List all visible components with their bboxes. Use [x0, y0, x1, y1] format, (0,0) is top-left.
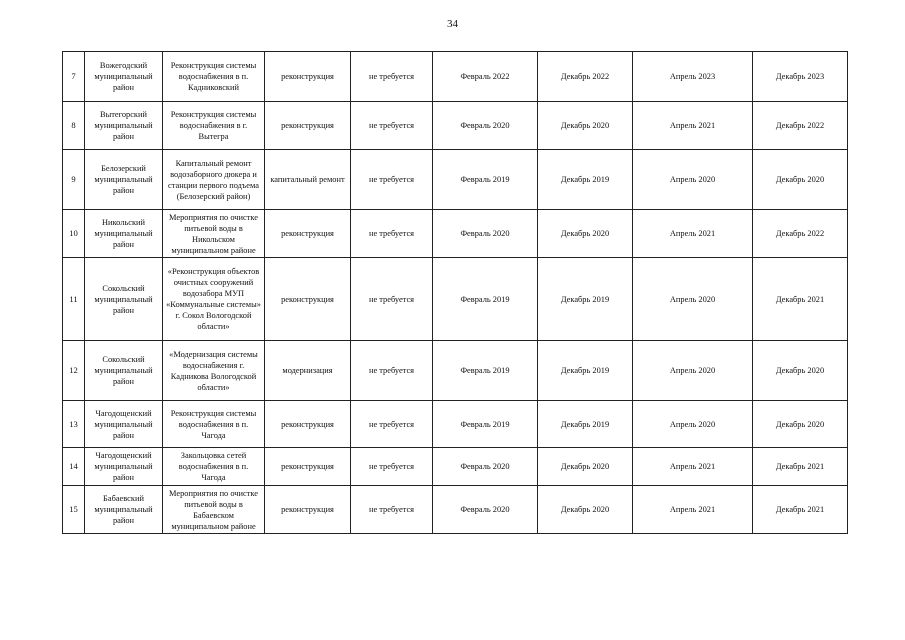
cell-project-name: Мероприятия по очистке питьевой воды в Бабаевском муниципальном районе [163, 486, 265, 534]
page-number: 34 [447, 18, 458, 30]
cell-work-type: капитальный ремонт [265, 150, 351, 210]
cell-date-3: Апрель 2020 [633, 150, 753, 210]
cell-work-type: модернизация [265, 341, 351, 401]
cell-date-2: Декабрь 2020 [538, 448, 633, 486]
cell-district: Сокольский муниципальный район [85, 341, 163, 401]
cell-date-3: Апрель 2020 [633, 401, 753, 448]
cell-date-3: Апрель 2021 [633, 102, 753, 150]
cell-district: Вытегорский муниципальный район [85, 102, 163, 150]
cell-project-name: Капитальный ремонт водозаборного дюкера и станции первого подъема (Белозерский район) [163, 150, 265, 210]
cell-status: не требуется [351, 341, 433, 401]
cell-project-name: Закольцовка сетей водоснабжения в п. Чагода [163, 448, 265, 486]
cell-work-type: реконструкция [265, 102, 351, 150]
cell-number: 10 [63, 210, 85, 258]
cell-work-type: реконструкция [265, 52, 351, 102]
cell-date-4: Декабрь 2022 [753, 210, 848, 258]
projects-table [62, 51, 848, 534]
cell-date-4: Декабрь 2020 [753, 401, 848, 448]
table-row [63, 102, 848, 150]
cell-work-type: реконструкция [265, 258, 351, 341]
cell-status: не требуется [351, 401, 433, 448]
cell-project-name: Реконструкция системы водоснабжения в п. Кадниковский [163, 52, 265, 102]
table-row [63, 52, 848, 102]
cell-date-4: Декабрь 2021 [753, 258, 848, 341]
cell-district: Вожегодский муниципальный район [85, 52, 163, 102]
cell-date-2: Декабрь 2020 [538, 486, 633, 534]
table-row [63, 341, 848, 401]
cell-date-4: Декабрь 2020 [753, 341, 848, 401]
cell-project-name: Реконструкция системы водоснабжения в г. Вытегра [163, 102, 265, 150]
cell-district: Никольский муниципальный район [85, 210, 163, 258]
table-row [63, 486, 848, 534]
cell-district: Сокольский муниципальный район [85, 258, 163, 341]
cell-date-2: Декабрь 2020 [538, 210, 633, 258]
cell-district: Чагодощенский муниципальный район [85, 401, 163, 448]
cell-date-1: Февраль 2020 [433, 210, 538, 258]
cell-date-4: Декабрь 2022 [753, 102, 848, 150]
cell-date-2: Декабрь 2019 [538, 258, 633, 341]
cell-status: не требуется [351, 486, 433, 534]
cell-district: Бабаевский муниципальный район [85, 486, 163, 534]
cell-work-type: реконструкция [265, 448, 351, 486]
cell-project-name: Реконструкция системы водоснабжения в п. Чагода [163, 401, 265, 448]
table-row [63, 258, 848, 341]
cell-number: 11 [63, 258, 85, 341]
cell-date-2: Декабрь 2019 [538, 401, 633, 448]
cell-number: 9 [63, 150, 85, 210]
cell-project-name: «Модернизация системы водоснабжения г. Кадникова Вологодской области» [163, 341, 265, 401]
cell-date-3: Апрель 2021 [633, 486, 753, 534]
cell-date-1: Февраль 2020 [433, 102, 538, 150]
cell-date-4: Декабрь 2021 [753, 448, 848, 486]
cell-number: 13 [63, 401, 85, 448]
cell-number: 14 [63, 448, 85, 486]
cell-date-2: Декабрь 2022 [538, 52, 633, 102]
cell-district: Белозерский муниципальный район [85, 150, 163, 210]
cell-status: не требуется [351, 102, 433, 150]
cell-date-2: Декабрь 2019 [538, 341, 633, 401]
cell-date-3: Апрель 2020 [633, 258, 753, 341]
cell-status: не требуется [351, 258, 433, 341]
cell-work-type: реконструкция [265, 486, 351, 534]
cell-status: не требуется [351, 448, 433, 486]
cell-date-1: Февраль 2020 [433, 486, 538, 534]
cell-date-1: Февраль 2019 [433, 258, 538, 341]
cell-district: Чагодощенский муниципальный район [85, 448, 163, 486]
cell-date-3: Апрель 2021 [633, 448, 753, 486]
table-row [63, 150, 848, 210]
cell-status: не требуется [351, 210, 433, 258]
table-row [63, 401, 848, 448]
table-row [63, 210, 848, 258]
cell-date-3: Апрель 2021 [633, 210, 753, 258]
cell-date-3: Апрель 2023 [633, 52, 753, 102]
cell-status: не требуется [351, 52, 433, 102]
cell-date-1: Февраль 2019 [433, 401, 538, 448]
cell-date-1: Февраль 2020 [433, 448, 538, 486]
cell-date-2: Декабрь 2019 [538, 150, 633, 210]
table-row [63, 448, 848, 486]
cell-work-type: реконструкция [265, 210, 351, 258]
cell-project-name: Мероприятия по очистке питьевой воды в Никольском муниципальном районе [163, 210, 265, 258]
cell-date-4: Декабрь 2023 [753, 52, 848, 102]
cell-work-type: реконструкция [265, 401, 351, 448]
cell-date-4: Декабрь 2020 [753, 150, 848, 210]
cell-date-2: Декабрь 2020 [538, 102, 633, 150]
cell-date-4: Декабрь 2021 [753, 486, 848, 534]
cell-date-1: Февраль 2022 [433, 52, 538, 102]
cell-date-1: Февраль 2019 [433, 150, 538, 210]
cell-number: 15 [63, 486, 85, 534]
cell-project-name: «Реконструкция объектов очистных сооружений водозабора МУП «Коммунальные системы» г. Сокол Вологодской области» [163, 258, 265, 341]
cell-number: 12 [63, 341, 85, 401]
cell-date-3: Апрель 2020 [633, 341, 753, 401]
cell-status: не требуется [351, 150, 433, 210]
cell-number: 7 [63, 52, 85, 102]
cell-number: 8 [63, 102, 85, 150]
cell-date-1: Февраль 2019 [433, 341, 538, 401]
